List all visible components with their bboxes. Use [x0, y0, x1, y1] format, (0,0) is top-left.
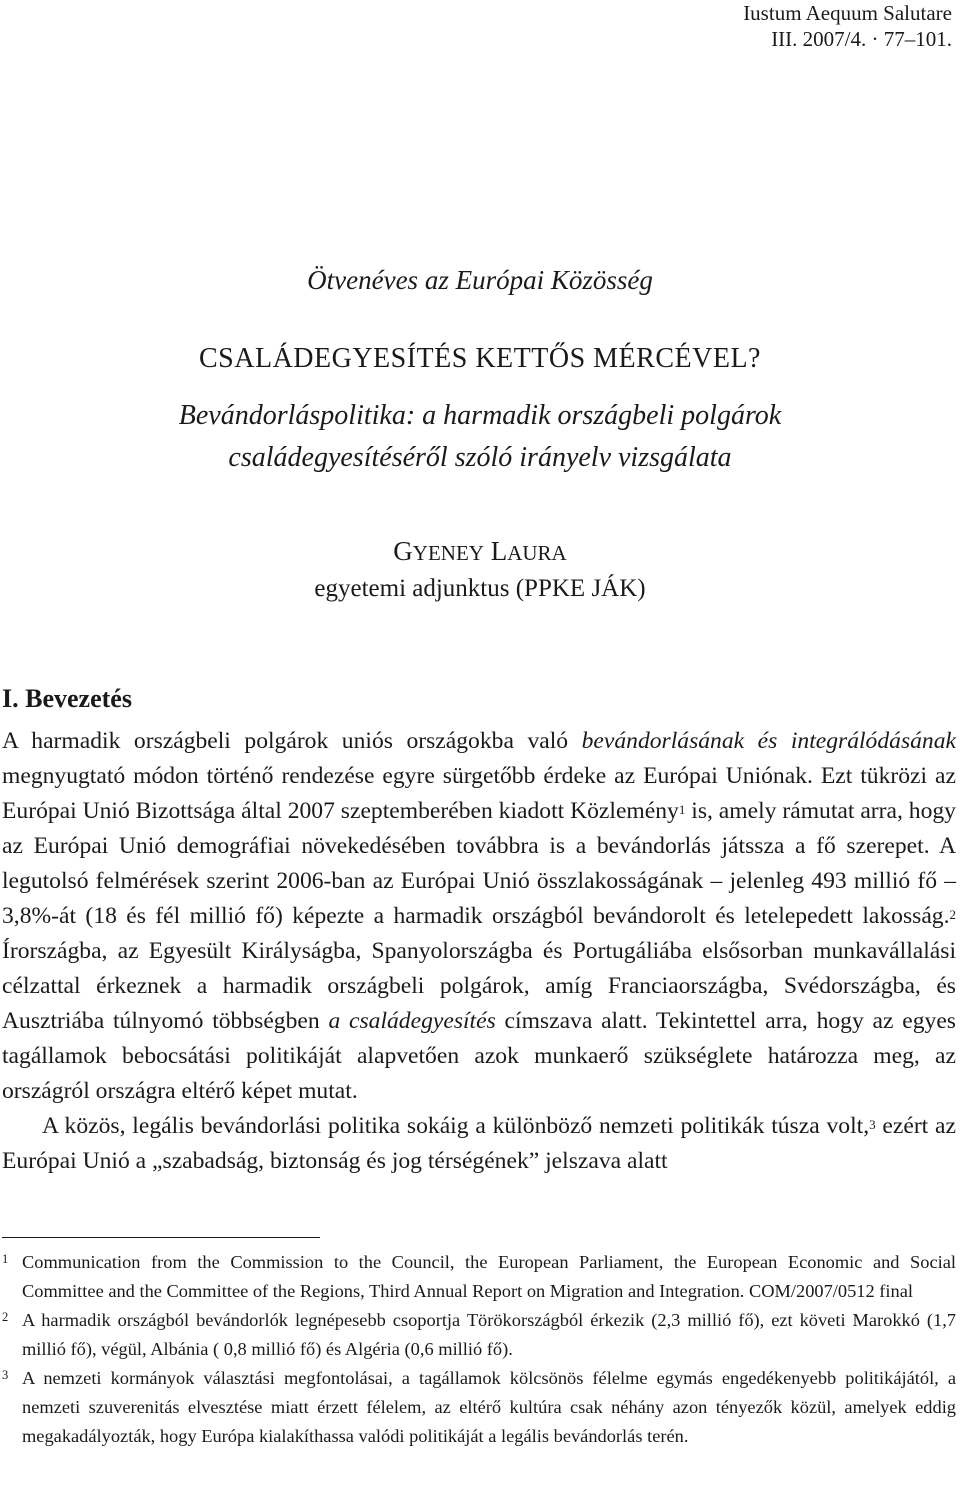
paragraph-1	[2, 724, 956, 1109]
paragraph-1-text-a: A harmadik országbeli polgárok uniós országokba való	[2, 728, 582, 754]
author-second-rest: AURA	[507, 541, 567, 565]
paragraph-2-text-a: A közös, legális bevándorlási politika sokáig a különböző nemzeti politikák túsza volt,	[42, 1113, 870, 1139]
footnote-1-text: Communication from the Commission to the Council, the European Parliament, the European Economic and Social Committee and the Committee of the Regions, Third Annual Report on Migration and Integration. COM/2007/0512 final	[22, 1252, 956, 1301]
author-second-initial: L	[490, 536, 508, 566]
paragraph-1-text-e: címszava alatt. Tekintettel arra, hogy az egyes tagállamok bebocsátási politikáját alapvetően azok munkaerő szükséglete határozza meg, az országról országra eltérő képet mutat.	[2, 1008, 956, 1104]
journal-name: Iustum Aequum Salutare	[743, 1, 952, 25]
footnote-ref-2[interactable]: 2	[949, 907, 956, 922]
author-affiliation: egyetemi adjunktus (PPKE JÁK)	[314, 575, 646, 602]
author-first-initial: G	[393, 536, 413, 566]
article-title: CSALÁDEGYESÍTÉS KETTŐS MÉRCÉVEL?	[199, 343, 761, 374]
journal-header	[743, 0, 952, 52]
paragraph-1-text-b: megnyugtató módon történő rendezése egyre sürgetőbb érdeke az Európai Uniónak. Ezt tükrözi az Európai Unió Bizottsága által 2007 szeptemberében kiadott Közlemény	[2, 763, 956, 824]
journal-issue: III. 2007/4. · 77–101.	[771, 27, 952, 51]
paragraph-2	[2, 1109, 956, 1179]
author-name	[0, 533, 960, 571]
footnote-ref-3[interactable]: 3	[869, 1117, 876, 1132]
paragraph-2-text-b: ezért az Európai Unió a „szabadság, biztonság és jog térségének” jelszava alatt	[2, 1113, 956, 1174]
article-subtitle	[0, 395, 960, 479]
paragraph-1-text-c: is, amely rámutat arra, hogy az Európai Unió demográfiai növekedésében továbbra is a bevándorlás játssza a fő szerepet. A legutolsó felmérések szerint 2006-ban az Európai Unió összlakosságának – jelenleg 493 millió fő – 3,8%-át (18 és fél millió fő) képezte a harmadik országból bevándorolt és letelepedett lakosság.	[2, 798, 956, 929]
subtitle-line-1: Bevándorláspolitika: a harmadik országbeli polgárok	[178, 400, 782, 431]
footnote-3-text: A nemzeti kormányok választási megfontolásai, a tagállamok kölcsönös félelme egymás engedékenyebb politikájától, a nemzeti szuverenitás elvesztése miatt érzett félelem, az eltérő kultúra csak néhány azon tényezők közül, amelyek eddig megakadályozták, hogy Európa kialakíthassa valódi politikáját a legális bevándorlás terén.	[22, 1368, 956, 1446]
series-kicker: Ötvenéves az Európai Közösség	[307, 265, 653, 295]
section-heading: I. Bevezetés	[2, 684, 132, 713]
body-text	[2, 724, 956, 1179]
footnote-2-number: 2	[2, 1310, 9, 1324]
footnote-3	[2, 1364, 956, 1451]
footnote-ref-1[interactable]: 1	[678, 802, 686, 817]
paragraph-1-emphasis-b: a családegyesítés	[328, 1008, 496, 1034]
footnote-divider	[2, 1237, 320, 1238]
footnotes	[2, 1248, 956, 1451]
footnote-2-text: A harmadik országból bevándorlók legnépesebb csoportja Törökországból érkezik (2,3 millió fő), ezt követi Marokkó (1,7 millió fő), végül, Albánia ( 0,8 millió fő) és Algéria (0,6 millió fő).	[22, 1310, 956, 1359]
footnote-3-number: 3	[2, 1368, 9, 1382]
subtitle-line-2: családegyesítéséről szóló irányelv vizsgálata	[228, 442, 732, 473]
footnote-1-number: 1	[2, 1252, 9, 1266]
paragraph-1-text-d: Írországba, az Egyesült Királyságba, Spanyolországba és Portugáliába elsősorban munkavállalási célzattal érkeznek a harmadik országbeli polgárok, amíg Franciaországba, Svédországba, és Ausztriába túlnyomó többségben	[2, 938, 956, 1034]
paragraph-1-emphasis-a: bevándorlásának és integrálódásának	[581, 728, 956, 754]
footnote-1	[2, 1248, 956, 1306]
author-first-rest: YENEY	[412, 541, 484, 565]
footnote-2	[2, 1306, 956, 1364]
